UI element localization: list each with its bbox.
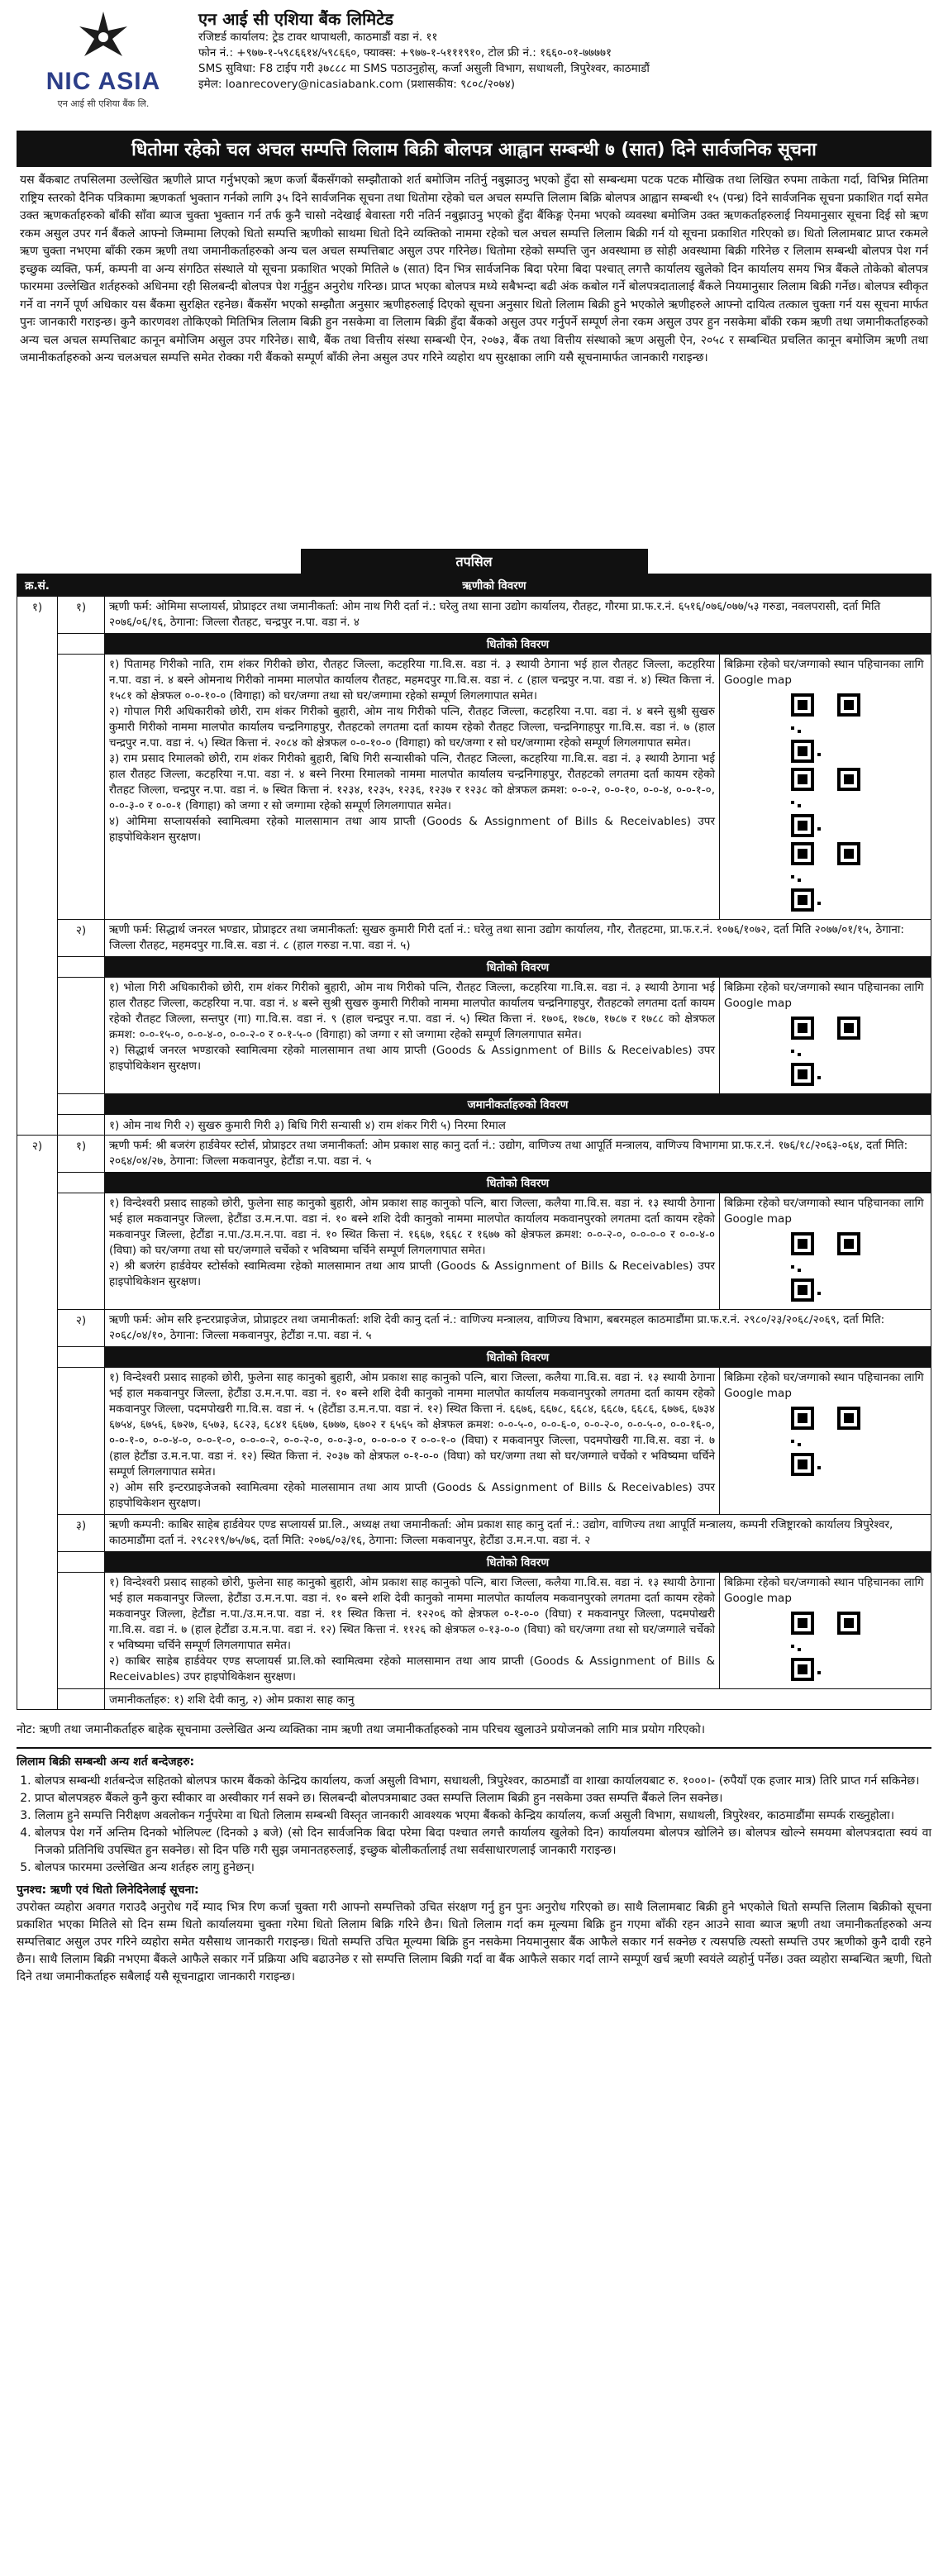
borrower-detail: ऋणी फर्म: ओम सरि इन्टरप्राइजेज, प्रोप्राइटर तथा जमानीकर्ता: शशि देवी कानु दर्ता नं.: वाणिज्य मन्त्रालय, वाणिज्य विभाग, बबरमहल काठमाडौंमा प्रा.फ.र.नं. २९८०/२३/२०६८/२०६९, दर्ता मिति: २०६८/०४/१०, ठेगाना: जिल्ला मकवानपुर, हेटौंडा न.पा. वडा नं. ५ (105, 1310, 931, 1347)
schedule-title: तपसिल (301, 549, 648, 574)
notice-page (17, 0, 931, 1986)
qr-code-icon[interactable] (791, 693, 860, 763)
bank-title: एन आई सी एशिया बैंक लिमिटेड (198, 9, 393, 29)
collateral-item: १) विन्देश्वरी प्रसाद साहको छोरी, फुलेना साह कानुको बुहारी, ओम प्रकाश साह कानुको पत्नि, बारा जिल्ला, कलैया गा.वि.स. वडा नं. १३ स्थायी ठेगाना भई हाल मकवानपुर जिल्ला, हेटौंडा उ.म.न.पा. वडा नं. १० बस्ने शशि देवी कानुको नाममा मालपोत कार्यालय मकवानपुरको लगतमा दर्ता कायम रहेको मकवानपुर जिल्ला, हेटौंडा न.पा./उ.म.न.पा. वडा नं. ११ स्थित कित्ता नं. १२२०६ को क्षेत्रफल ०-१-०-० (विघा) र मकवानपुर जिल्ला, पदमपोखरी गा.वि.स. वडा नं. ७ (हाल हेटौंडा उ.म.न.पा. वडा नं. १२) स्थित कित्ता नं. ११२६ को क्षेत्रफल ०-१३-०-० (विघा) को घर/जग्गा तथा सो घर/जग्गाले चर्चेको र भविष्यमा चर्चिने सम्पूर्ण लिगलगापात समेत। (109, 1576, 715, 1652)
qr-code-icon[interactable] (791, 1612, 860, 1681)
spacer-cell (58, 1347, 105, 1368)
collateral-list (105, 1368, 720, 1515)
map-panel (720, 1368, 931, 1515)
term-item: 4. बोलपत्र पेश गर्ने अन्तिम दिनको भोलिपल्ट (दिनको ३ बजे) (सो दिन सार्वजनिक बिदा परेमा बिदा पश्चात लगत्तै कार्यालय खुलेको दिन) कार्यालयमा बोलपत्र खोलिने छ। बोलपत्र खोल्ने समयमा बोलपत्रदाता स्वयं वा निजको प्रतिनिधि उपस्थित हुन सक्नेछ। सो दिन पछि गरी सुझ जमानतहरुलाई, इच्छुक बोलीकर्तालाई तथा सर्वसाधारणलाई जानकारी गराइन्छ। (35, 1825, 931, 1859)
schedule-table (17, 574, 931, 1710)
collateral-header: धितोको विवरण (105, 957, 931, 978)
borrower-detail: ऋणी कम्पनी: काबिर साहेब हार्डवेयर एण्ड सप्लायर्स प्रा.लि., अध्यक्ष तथा जमानीकर्ता: ओम प्रकाश साह कानु दर्ता नं.: उद्योग, वाणिज्य तथा आपूर्ति मन्त्रालय, कम्पनी रजिष्ट्रारको कार्यालय त्रिपुरेश्वर, काठमाडौंमा दर्ता नं. २९८२१९/७५/७६, दर्ता मिति: २०७६/०३/१६, ठेगाना: जिल्ला मकवानपुर, हेटौंडा उ.म.न.पा. वडा नं. २ (105, 1515, 931, 1552)
collateral-item: १) भोला गिरी अधिकारीको छोरी, राम शंकर गिरीको बुहारी, ओम नाथ गिरीको पत्नि, रौतहट जिल्ला, कटहरिया गा.वि.स. वडा नं. ३ स्थायी ठेगाना भई हाल रौतहट जिल्ला, कटहरिया न.पा. वडा नं. ४ बस्ने सुश्री सुखरु कुमारी गिरीको नाममा मालपोत कार्यालय चन्द्रनिगाहपुर, रौतहटको लगतमा दर्ता कायम रहेको रौतहट जिल्ला, सन्तपुर (गा) गा.वि.स. वडा नं. ९ (हाल चन्द्रपुर न.पा. वडा नं. ५) स्थित कित्ता नं. १७०६, १७८७, १७८७ र १७८८ को क्षेत्रफल क्रमश: ०-०-१५-०, ०-०-४-०, ०-०-२-० र ०-१-५-० (विगाहा) को जग्गा र सो जग्गामा रहेको सम्पूर्ण लिगलगापात समेत। (109, 981, 715, 1041)
bank-sms: SMS सुविधा: F8 टाईप गरी ३७८८८ मा SMS पठाउनुहोस्, कर्जा असुली विभाग, सधाथली, त्रिपुरेश्वर, काठमाडौं (198, 62, 650, 75)
notice-title: धितोमा रहेको चल अचल सम्पत्ति लिलाम बिक्री बोलपत्र आह्वान सम्बन्धी ७ (सात) दिने सार्वजनिक सूचना (17, 131, 931, 167)
collateral-list (105, 1573, 720, 1689)
term-item: 5. बोलपत्र फारममा उल्लेखित अन्य शर्तहरु लागु हुनेछन्। (35, 1859, 931, 1877)
qr-code-icon[interactable] (791, 1017, 860, 1086)
brand-name: NIC ASIA (45, 68, 161, 95)
map-caption: बिक्रिमा रहेको घर/जग्गाको स्थान पहिचानका लागि Google map (724, 658, 924, 687)
notes-section (17, 1721, 931, 1986)
collateral-header: धितोको विवरण (105, 1552, 931, 1573)
collateral-item: २) श्री बजरंग हार्डवेयर स्टोर्सको स्वामित्वमा रहेको मालसामान तथा आय प्राप्ती (Goods & Assignment of Bills & Receivables) उपर हाइपोथिकेशन सुरक्षण। (109, 1259, 715, 1288)
borrower-detail: ऋणी फर्म: श्री बजरंग हार्डवेयर स्टोर्स, प्रोप्राइटर तथा जमानीकर्ता: ओम प्रकाश साह कानु दर्ता नं.: उद्योग, वाणिज्य तथा आपूर्ति मन्त्रालय, वाणिज्य विभागमा प्रा.फ.र.नं. १७६/१८/२०६३-०६४, दर्ता मिति: २०६४/०४/२७, ठेगाना: जिल्ला मकवानपुर, हेटौंडा न.पा. वडा नं. ५ (105, 1136, 931, 1173)
collateral-item: ३) राम प्रसाद रिमालको छोरी, राम शंकर गिरीको बुहारी, बिधि गिरी सन्यासीको पत्नि, रौतहट जिल्ला, कटहरिया गा.वि.स. वडा नं. ३ स्थायी ठेगाना भई हाल रौतहट जिल्ला, कटहरिया न.पा. वडा नं. ४ बस्ने निरमा रिमालको नाममा मालपोत कार्यालय चन्द्रनिगाहपुर, रौतहटको लगतमा दर्ता कायम रहेको रौतहट जिल्ला, चन्द्रपुर न.पा. वडा नं. ७ स्थित कित्ता नं. १२३४, १२३५, १२३६, १२३७ र १२३८ को क्षेत्रफल क्रमश: ०-०-२, ०-०-१०, ०-०-४, ०-०-१-०, ०-०-३-० र ०-०-१ (विगाहा) को जग्गा र सो जग्गामा रहेको सम्पूर्ण लिगलगापात समेत। (109, 752, 715, 812)
borrower-detail: ऋणी फर्म: सिद्धार्थ जनरल भण्डार, प्रोप्राइटर तथा जमानीकर्ता: सुखरु कुमारी गिरी दर्ता नं.: घरेलु तथा साना उद्योग कार्यालय, गौर, रौतहटमा, प्रा.फ.र.नं. १०७६/१०७२, दर्ता मिति २०७७/०१/१५, ठेगाना: जिल्ला रौतहट, महमदपुर गा.वि.स. वडा नं. ८ (हाल गरुडा न.पा. वडा नं. ५) (105, 920, 931, 957)
guarantor-list: जमानीकर्ताहरु: १) शशि देवी कानु, २) ओम प्रकाश साह कानु (105, 1689, 931, 1710)
intro-paragraph: यस बैंकबाट तपसिलमा उल्लेखित ऋणीले प्राप्त गर्नुभएको ऋण कर्जा बैंकसँगको सम्झौताको शर्त बमोजिम नतिर्नु नबुझाउनु भएको हुँदा सो सम्बन्धमा पटक पटक मौखिक तथा लिखित रुपमा ताकेता गर्दा, विभिन्न मितिमा राष्ट्रिय स्तरको दैनिक पत्रिकामा ऋणकर्ता भुक्तान गर्नको लागि ३५ दिने सार्वजनिक सूचना तथा धितोमा रहेको चल अचल सम्पत्ति लिलाम बिक्रि बोलपत्र आह्वान सम्बन्धी १५ (पन्ध्र) दिने सार्वजनिक सूचना प्रकाशित गर्दा समेत उक्त ऋणकर्ताहरुको बाँकी साँवा ब्याज चुक्ता भुक्तान गर्न तर्फ कुनै चासो नदेखाई बेवास्ता गरी नतिर्न नबुझाउनु भएको हुँदा बैंकिङ्ग ऐनमा भएको व्यवस्था बमोजिम उक्त ऋणकर्ताहरुलाई नियमानुसार सूचना दिई सो ऋण रकम असुल उपर गर्न बैंकले आफ्नो जिम्मामा लिएको धितो सम्पत्ति ऋणीको साथमा धितो दिने व्यक्तिको नाममा रहेको चल अचल सम्पत्ति लिलाम बिक्री गर्न यो सूचना प्रकाशित गरिएको छ। धितो लिलामबाट प्राप्त रकमले ऋण चुक्ता नभएमा बाँकी रकम ऋणी तथा जमानीकर्ताहरुको अन्य चल अचल सम्पत्तिबाट असुल उपर गरिनेछ। धितोमा रहेको सम्पत्ति जुन अवस्थामा छ सोही अवस्थामा बिक्री गरिनेछ र लिलाम सम्बन्धी बोलपत्र पेश गर्न इच्छुक व्यक्ति, फर्म, कम्पनी वा अन्य संगठित संस्थाले यो सूचना प्रकाशित भएको मितिले ७ (सात) दिन भित्र सार्वजनिक बिदा परेमा बिदा पश्चात् लगत्तै कार्यालय खुलेको दिन कार्यालय समय भित्र बैंकले तोकेको बोलपत्र फारममा उल्लेखित शर्तहरुको अधिनमा रही सिलबन्दी बोलपत्र पेश गर्नुहुन अनुरोध गरिन्छ। प्राप्त भएका बोलपत्र मध्ये सबैभन्दा बढी अंक कबोल गर्ने बोलपत्रदातालाई बैंकले नियमानुसार लिलाम बिक्री गर्नेछ। बोलपत्र स्वीकृत गर्ने वा नगर्ने पूर्ण अधिकार यस बैंकमा सुरक्षित रहनेछ। बैंकसँग भएको सम्झौता अनुसार ऋणीहरुलाई दिएको सूचना अनुसार धितो लिलाम बिक्री हुने भएकोले ऋणीहरुले आफ्नो दायित्व तत्काल चुक्ता गर्न यस सूचना मार्फत पुनः जानकारी गराइन्छ। कुनै कारणवश तोकिएको मितिभित्र लिलाम बिक्री हुन नसकेमा वा लिलाम बिक्री हुँदा बैंकको असुल उपर गर्नुपर्ने सम्पूर्ण लेना रकम असुल उपर हुन नसकेमा बाँकी रकम ऋणी तथा जमानीकर्ताहरुको अन्य चल अचल सम्पत्तिबाट कानून बमोजिम असुल उपर गरिनेछ। साथै, बैंक तथा वित्तीय संस्था सम्बन्धी ऐन, २०७३, बैंक तथा वित्तीय संस्थाको ऋण असुली ऐन, २०५८ र सम्बन्धित प्रचलित कानून बमोजिम ऋणी तथा जमानीकर्ताहरुको अन्य चलअचल सम्पत्ति समेत रोक्का गरी बैंकको सम्पूर्ण बाँकी लेना असुल उपर गरिने व्यहोरा थप सुरक्षाका लागि यसै सूचनामार्फत जानकारी गराइन्छ। (20, 174, 928, 364)
borrower-number: ३) (58, 1515, 105, 1552)
header (17, 0, 931, 124)
spacer-cell (58, 978, 105, 1094)
collateral-header: धितोको विवरण (105, 1347, 931, 1368)
map-panel (720, 655, 931, 920)
star-logo-icon (74, 8, 132, 66)
bank-info (198, 8, 650, 93)
spacer-cell (58, 957, 105, 978)
spacer-cell (58, 634, 105, 655)
spacer-cell (58, 1193, 105, 1310)
qr-code-icon[interactable] (791, 842, 860, 912)
qr-code-icon[interactable] (791, 1232, 860, 1302)
spacer-cell (58, 1689, 105, 1710)
entry-number: १) (17, 597, 58, 1136)
collateral-item: १) पितामह गिरीको नाति, राम शंकर गिरीको छोरा, रौतहट जिल्ला, कटहरिया गा.वि.स. वडा नं. ३ स्थायी ठेगाना भई हाल रौतहट जिल्ला, कटहरिया न.पा. वडा नं. ४ बस्ने ओमनाथ गिरीको नाममा मालपोत कार्यालय रौतहट, महमदपुर गा.वि.स. वडा नं. ८ (हाल चन्द्रपुर न.पा. वडा नं. ४) स्थित कित्ता नं. १५८१ को क्षेत्रफल ०-०-१०-० (विगाहा) को घर/जग्गा तथा सो घर/जग्गामा रहेको सम्पूर्ण लिगलगापात समेत। (109, 658, 715, 702)
terms-list (35, 1773, 931, 1877)
entry-number: २) (17, 1136, 58, 1710)
collateral-list (105, 978, 720, 1094)
guarantor-list: १) ओम नाथ गिरी २) सुखरु कुमारी गिरी ३) बिधि गिरी सन्यासी ४) राम शंकर गिरी ५) निरमा रिमाल (105, 1115, 931, 1136)
collateral-item: १) विन्देश्वरी प्रसाद साहको छोरी, फुलेना साह कानुको बुहारी, ओम प्रकाश साह कानुको पत्नि, बारा जिल्ला, कलैया गा.वि.स. वडा नं. १३ स्थायी ठेगाना भई हाल मकवानपुर जिल्ला, हेटौंडा उ.म.न.पा. वडा नं. १० बस्ने शशि देवी कानुको नाममा मालपोत कार्यालय मकवानपुरको लगतमा दर्ता कायम रहेको मकवानपुर जिल्ला, पदमपोखरी गा.वि.स. वडा नं. ५ (हेटौंडा उ.म.न.पा. वडा नं. १२) स्थित कित्ता नं. ६६७६, ६६७८, ६६८४, ६६८७, ६६८६, ६७७६, ६७३४ ६७५४, ६७५६, ६७२७, ६५७३, ६८२३, ६८४१ ६६७७, ६७७७, ६७०२ र ६५६५ को क्षेत्रफल क्रमश: ०-०-५-०, ०-०-६-०, ०-०-२-०, ०-०-५-०, ०-०-१६-०, ०-०-१-०, ०-०-४-०, ०-०-१-०, ०-०-०-२, ०-०-२-०, ०-०-३-०, ०-०-०-० र ०-०-१-० (विघा) र मकवानपुर जिल्ला, पदमपोखरी गा.वि.स. वडा नं. ७ (हाल हेटौंडा उ.म.न.पा. वडा नं. १२) स्थित कित्ता नं. २०३७ को क्षेत्रफल ०-१-०-० (विघा) को घर/जग्गा तथा सो घर/जग्गाले चर्चेको र भविष्यमा चर्चिने सम्पूर्ण लिगलगापात समेत। (109, 1371, 715, 1478)
collateral-item: ४) ओमिमा सप्लायर्सको स्वामित्वमा रहेको मालसामान तथा आय प्राप्ती (Goods & Assignment of Bills & Receivables) उपर हाइपोथिकेशन सुरक्षण। (109, 815, 715, 844)
collateral-item: २) ओम सरि इन्टरप्राइजेजको स्वामित्वमा रहेको मालसामान तथा आय प्राप्ती (Goods & Assignment of Bills & Receivables) उपर हाइपोथिकेशन सुरक्षण। (109, 1481, 715, 1510)
brand-subtitle: एन आई सी एशिया बैंक लि. (57, 98, 150, 109)
map-caption: बिक्रिमा रहेको घर/जग्गाको स्थान पहिचानका लागि Google map (724, 1197, 924, 1226)
bank-phone: फोन नं.: +९७७-१-५९८६६१४/५९८६६०, फ्याक्स: +९७७-१-५१११९१०, टोल फ्री नं.: १६६०-०१-७७७७१ (198, 46, 612, 60)
map-caption: बिक्रिमा रहेको घर/जग्गाको स्थान पहिचानका लागि Google map (724, 1371, 924, 1400)
bank-address: रजिष्टर्ड कार्यालय: ट्रेड टावर थापाथली, काठमाडौं वडा नं. ११ (198, 31, 438, 44)
map-caption: बिक्रिमा रहेको घर/जग्गाको स्थान पहिचानका लागि Google map (724, 1576, 924, 1605)
spacer-cell (58, 1115, 105, 1136)
collateral-item: २) काबिर साहेब हार्डवेयर एण्ड सप्लायर्स प्रा.लि.को स्वामित्वमा रहेको मालसामान तथा आय प्राप्ती (Goods & Assignment of Bills & Receivables) उपर हाइपोथिकेशन सुरक्षण। (109, 1655, 715, 1683)
guarantor-header: जमानीकर्ताहरुको विवरण (105, 1094, 931, 1115)
closing-text: उपरोक्त व्यहोरा अवगत गराउदै अनुरोध गर्दे म्याद भित्र रिण कर्जा चुक्ता गरी आफ्नो सम्पत्तिको उचित संरक्षण गर्नु हुन पुनः अनुरोध गरिएको छ। साथै लिलामबाट बिक्री हुने भएकोले धितो सम्पत्ति लिलाम बिक्रीको सूचना प्रकाशित भएका मितिले सो दिन सम्म धितो कार्यालयमा चुक्ता गरेमा धितो लिलाम बिक्रि गरिने छैन। धितो लिलाम गर्दा कम मूल्यमा बिक्रि हुन गएमा बाँकी रहन आउने सावा ब्याज ऋणी तथा जमानीकर्ताहरुको अन्य सम्पत्तिबाट असुल उपर गरिने व्यहोरा समेत यसैसाथ जानकारी गराइन्छ। धितो सम्पत्ति उचित मूल्यमा बिक्रि हुन नसकेमा नियमानुसार बैंक आफैले सकार गर्न सक्नेछ र त्यसपछि त्यस्तो सम्पत्ति उपर ऋणीको कुनै दावी रहने छैन। साथै लिलाम बिक्री नभएमा बैंकले आफैले सकार गर्ने प्रक्रिया अघि बढाउनेछ र सो सम्पत्ति लिलाम बिक्री गर्दा वा बैंक आफैले सकार गर्दा लाग्ने सम्पूर्ण खर्च ऋणी स्वयंले व्यहोर्नु पर्नेछ। उक्त व्यहोरा सम्बन्धित ऋणी, धितो दिने तथा जमानीकर्ताहरु सबैलाई यसै सूचनाद्वारा जानकारी गराइन्छ। (17, 1901, 931, 1983)
borrower-number: १) (58, 597, 105, 634)
qr-code-icon[interactable] (791, 1407, 860, 1476)
term-item: 1. बोलपत्र सम्बन्धी शर्तबन्देज सहितको बोलपत्र फारम बैंकको केन्द्रिय कार्यालय, कर्जा असुली विभाग, सधाथली, त्रिपुरेश्वर, काठमाडौं वा शाखा कार्यालयबाट रु. १०००।- (रुपैयाँ एक हजार मात्र) तिरि प्राप्त गर्न सकिनेछ। (35, 1773, 931, 1790)
spacer-cell (58, 655, 105, 920)
borrower-number: २) (58, 1310, 105, 1347)
divider (17, 1747, 931, 1749)
borrower-number: १) (58, 1136, 105, 1173)
collateral-list (105, 655, 720, 920)
map-caption: बिक्रिमा रहेको घर/जग्गाको स्थान पहिचानका लागि Google map (724, 981, 924, 1010)
logo (17, 8, 190, 110)
spacer-cell (58, 1173, 105, 1193)
collateral-item: २) सिद्धार्थ जनरल भण्डारको स्वामित्वमा रहेको मालसामान तथा आय प्राप्ती (Goods & Assignment of Bills & Receivables) उपर हाइपोथिकेशन सुरक्षण। (109, 1044, 715, 1073)
borrower-number: २) (58, 920, 105, 957)
collateral-header: धितोको विवरण (105, 1173, 931, 1193)
term-item: 3. लिलाम हुने सम्पत्ति निरीक्षण अवलोकन गर्नुपरेमा वा धितो लिलाम सम्बन्धी विस्तृत जानकारी आवश्यक भएमा बैंकको केन्द्रिय कार्यालय, कर्जा असुली विभाग, सधाथली, त्रिपुरेश्वर, काठमाडौंमा सम्पर्क राख्नुहोला। (35, 1807, 931, 1825)
collateral-list (105, 1193, 720, 1310)
spacer-cell (58, 1094, 105, 1115)
spacer-cell (58, 1368, 105, 1515)
collateral-item: २) गोपाल गिरी अधिकारीको छोरी, राम शंकर गिरीको बुहारी, ओम नाथ गिरीको पत्नि, रौतहट जिल्ला, कटहरिया न.पा. वडा नं. ४ बस्ने सुश्री सुखरु कुमारी गिरीको नाममा मालपोत कार्यालय चन्द्रनिगाहपुर, रौतहटको लगतमा दर्ता कायम रहेको रौतहट जिल्ला, चन्द्रनिगाहपुर गा.वि.स. वडा नं. ७ (हाल चन्द्रपुर न.पा. वडा नं. ५) स्थित कित्ता नं. २०८४ को क्षेत्रफल ०-०-१०-० (विगाहा) को घर/जग्गा र सो घर/जग्गामा रहेको सम्पूर्ण लिगलगापात समेत। (109, 705, 715, 750)
map-panel (720, 1573, 931, 1689)
borrower-detail: ऋणी फर्म: ओमिमा सप्लायर्स, प्रोप्राइटर तथा जमानीकर्ता: ओम नाथ गिरी दर्ता नं.: घरेलु तथा साना उद्योग कार्यालय, रौतहट, गौरमा प्रा.फ.र.नं. ६५१६/०७६/०७७/५३ गरुडा, नवलपरासी, दर्ता मिति २०७६/०६/१६, ठेगाना: जिल्ला रौतहट, चन्द्रपुर न.पा. वडा नं. ४ (105, 597, 931, 634)
col-sn: क्र.सं. (17, 574, 58, 597)
spacer-cell (58, 1573, 105, 1689)
term-item: 2. प्राप्त बोलपत्रहरु बैंकले कुनै कुरा स्वीकार वा अस्वीकार गर्न सक्ने छ। सिलबन्दी बोलपत्रमाबाट उक्त सम्पत्ति लिलाम बिक्री हुन नसकेमा उक्त सम्पत्ति बैंकले लिन सक्नेछ। (35, 1790, 931, 1807)
spacer-cell (58, 1552, 105, 1573)
col-detail: ऋणीको विवरण (58, 574, 931, 597)
collateral-item: १) विन्देश्वरी प्रसाद साहको छोरी, फुलेना साह कानुको बुहारी, ओम प्रकाश साह कानुको पत्नि, बारा जिल्ला, कलैया गा.वि.स. वडा नं. १३ स्थायी ठेगाना भई हाल मकवानपुर जिल्ला, हेटौंडा उ.म.न.पा. वडा नं. १० बस्ने शशि देवी कानुको नाममा मालपोत कार्यालय मकवानपुरको लगतमा दर्ता कायम रहेको मकवानपुर जिल्ला, हेटौंडा न.पा./उ.म.न.पा. वडा नं. १० स्थित कित्ता नं. १६६७, १६६८ र १६७७ को क्षेत्रफल क्रमश: ०-०-२-०, ०-०-०-० र ०-०-४-० (विघा) को घर/जग्गा तथा सो घर/जग्गाले चर्चेको र भविष्यमा चर्चिने सम्पूर्ण लिगलगापात समेत। (109, 1197, 715, 1257)
map-panel (720, 1193, 931, 1310)
closing-title: पुनश्च: ऋणी एवं धितो लिनेदिनेलाई सूचना: (17, 1883, 199, 1897)
collateral-header: धितोको विवरण (105, 634, 931, 655)
bank-email: इमेल: loanrecovery@nicasiabank.com (प्रशासकीय: ९८०८/२०७४) (198, 78, 516, 91)
note-text: नोट: ऋणी तथा जमानीकर्ताहरु बाहेक सूचनामा उल्लेखित अन्य व्यक्तिका नाम ऋणी तथा जमानीकर्ताहरुको नाम परिचय खुलाउने प्रयोजनको लागि मात्र प्रयोग गरिएको। (17, 1723, 706, 1736)
terms-title: लिलाम बिक्री सम्बन्धी अन्य शर्त बन्देजहरु: (17, 1755, 195, 1769)
qr-code-icon[interactable] (791, 768, 860, 837)
map-panel (720, 978, 931, 1094)
